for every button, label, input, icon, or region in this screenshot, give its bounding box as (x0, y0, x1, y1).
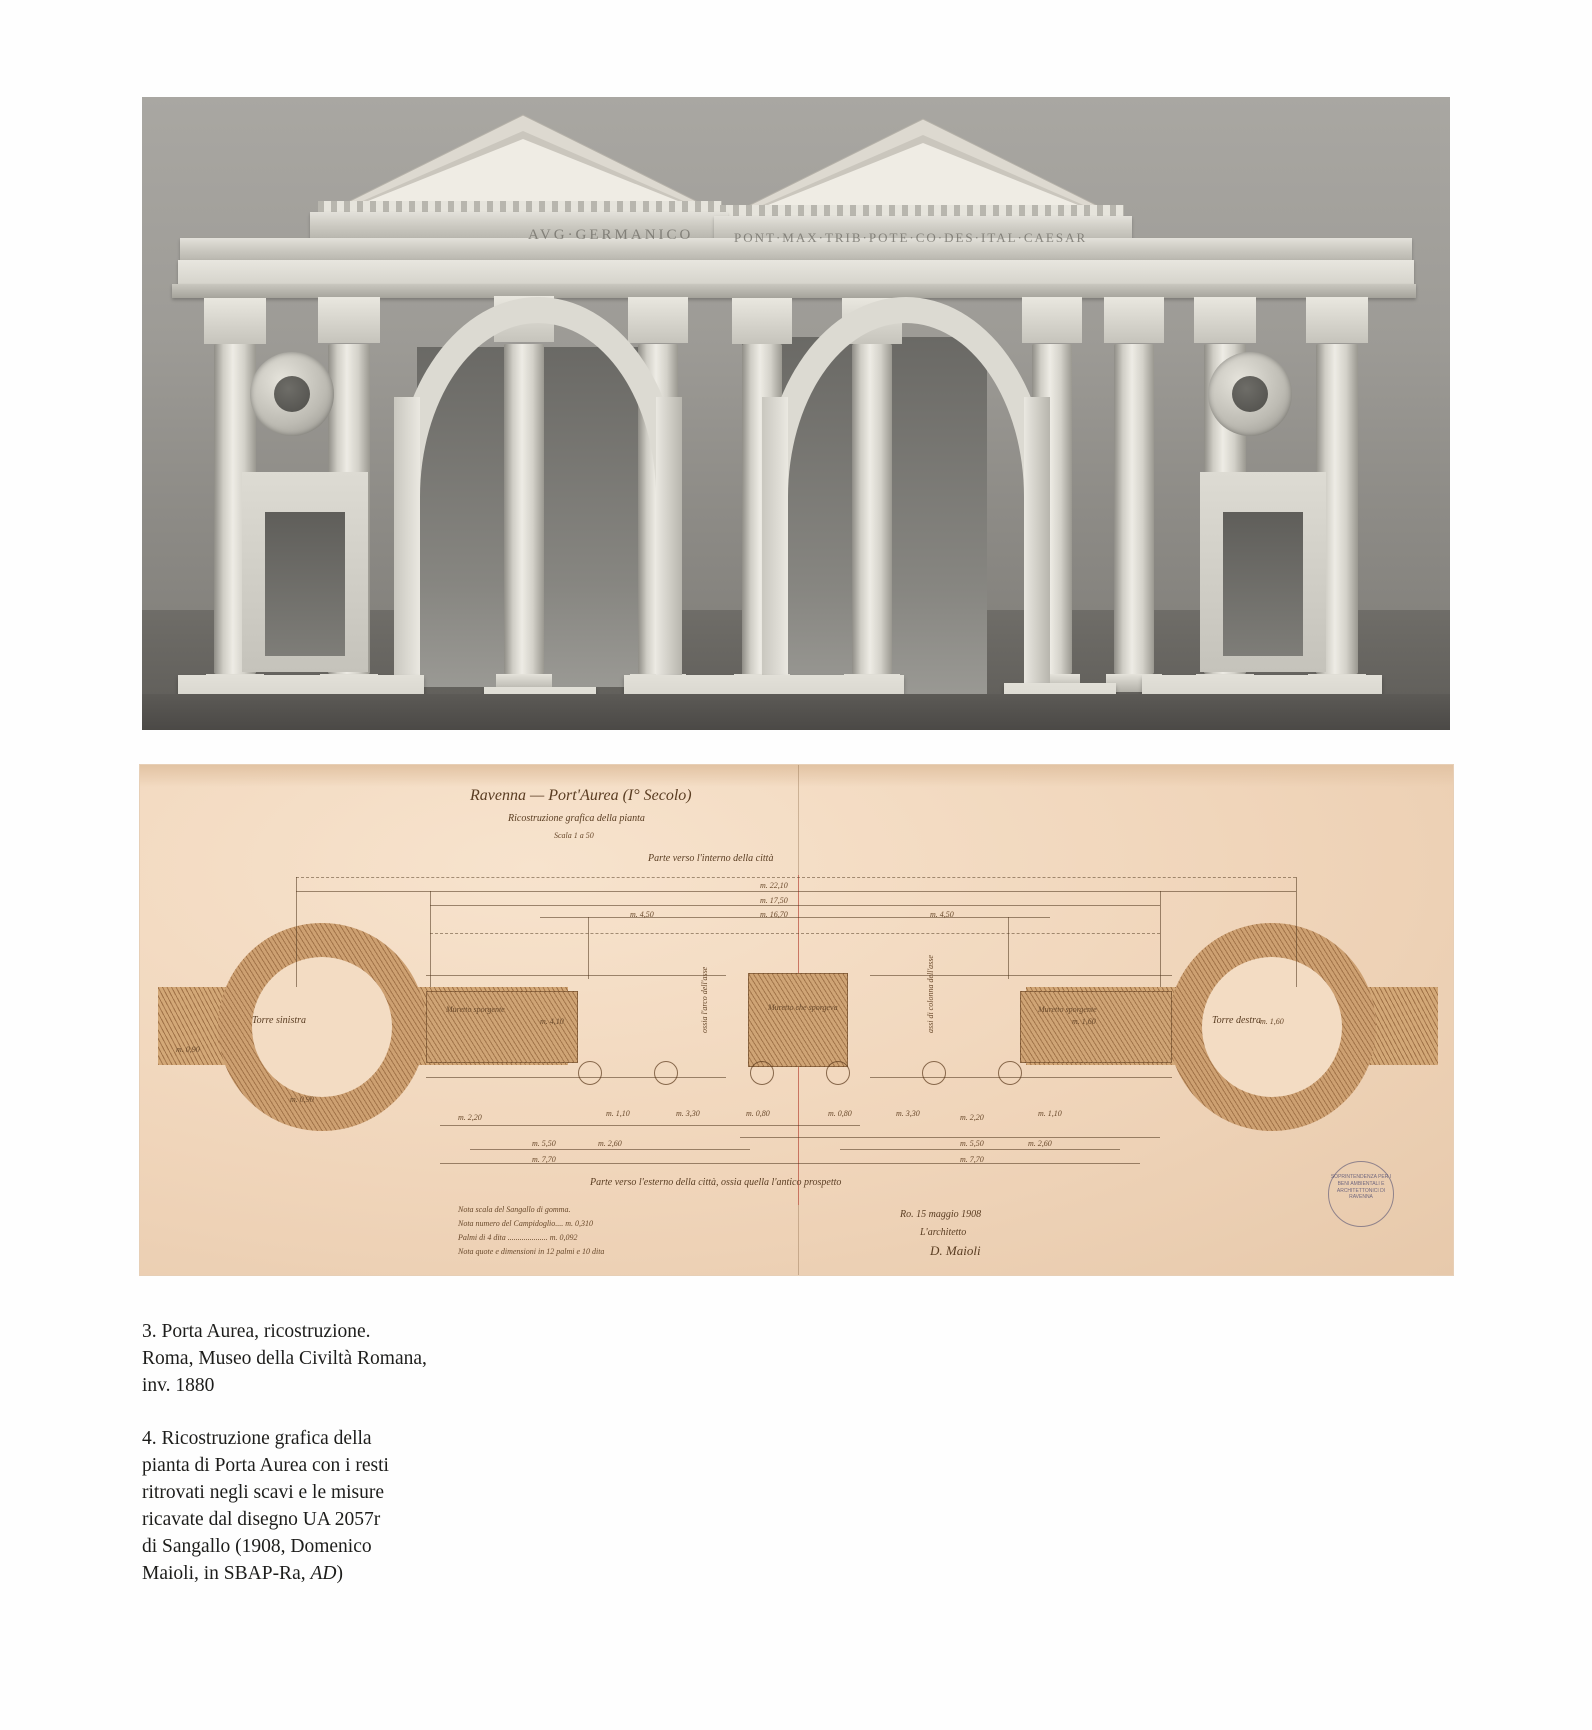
roundel-left-center (274, 376, 311, 413)
plan-column-6 (998, 1061, 1022, 1085)
drawing-title-line-3: Scala 1 a 50 (554, 831, 594, 840)
dimension-text-6: m. 1,60 (1072, 1017, 1096, 1026)
label-wall-left: Muretto sporgente (446, 1005, 505, 1014)
dimension-line-2 (430, 905, 1160, 906)
dimension-text-9: m. 0,90 (290, 1095, 314, 1104)
capital-1 (204, 298, 266, 344)
frieze-band (178, 260, 1414, 284)
plan-column-5 (922, 1061, 946, 1085)
plan-outline-bottom (426, 1077, 726, 1078)
dimension-text-11: m. 2,20 (960, 1113, 984, 1122)
dimension-text-15: m. 3,30 (896, 1109, 920, 1118)
roundel-right-center (1232, 376, 1269, 413)
dimension-line-3 (540, 917, 1050, 918)
dimension-text-22: m. 7,70 (532, 1155, 556, 1164)
dimension-line-6 (470, 1149, 750, 1150)
lower-cornice-band (172, 284, 1416, 298)
caption-4-line-3: ritrovati negli scavi e le misure (142, 1482, 385, 1503)
signature-date: Ro. 15 maggio 1908 (900, 1209, 982, 1220)
caption-4-italic: AD (310, 1563, 337, 1584)
capital-4 (628, 297, 688, 343)
dimension-line-7 (840, 1149, 1120, 1150)
frieze-inscription-left: AVG·GERMANICO (528, 227, 694, 243)
pediment-right (738, 111, 1108, 211)
plan-outline-top-2 (870, 975, 1172, 976)
capital-7 (1022, 297, 1082, 343)
arch-jamb-right-a (762, 397, 788, 697)
label-interior-side: Parte verso l'interno della città (648, 853, 774, 864)
dimension-text-14: m. 3,30 (676, 1109, 700, 1118)
arch-jamb-left-a (394, 397, 420, 697)
paper-top-edge (140, 765, 1453, 787)
plan-column-3 (750, 1061, 774, 1085)
remains-wall-right (1020, 991, 1172, 1063)
caption-4-prefix: Maioli, in SBAP-Ra, (142, 1563, 311, 1584)
arch-jamb-left-b (656, 397, 682, 697)
cornice-dentils-left (318, 201, 722, 212)
caption-figure-4 (142, 1425, 662, 1587)
dimension-text-0: m. 22,10 (760, 881, 788, 890)
caption-4-line-4: ricavate dal disegno UA 2057r (142, 1509, 381, 1530)
archive-stamp: SOPRINTENDENZA PER I BENI AMBIENTALI E ARCHITETTONICI DI RAVENNA (1328, 1161, 1394, 1227)
central-pier-block (748, 973, 848, 1067)
dimension-text-13: m. 1,10 (1038, 1109, 1062, 1118)
tower-left-ring (218, 923, 426, 1131)
dimension-text-5: m. 4,10 (540, 1017, 564, 1026)
label-vertical-left: ossia l'arco dell'asse (700, 966, 709, 1033)
dimension-text-7: m. 1,60 (1260, 1017, 1284, 1026)
dimension-text-10: m. 2,20 (458, 1113, 482, 1122)
column-8 (1114, 344, 1154, 674)
caption-4-line-2: pianta di Porta Aurea con i resti (142, 1455, 389, 1476)
label-tower-right: Torre destra (1212, 1015, 1261, 1026)
dimension-tick-left (296, 877, 297, 987)
dimension-text-19: m. 5,50 (960, 1139, 984, 1148)
signature-name: D. Maioli (930, 1243, 981, 1258)
remains-wall-left (426, 991, 578, 1063)
niche-right (1223, 512, 1304, 656)
dimension-text-12: m. 1,10 (606, 1109, 630, 1118)
figure-3-photograph (142, 97, 1450, 730)
caption-4-line-5: di Sangallo (1908, Domenico (142, 1536, 372, 1557)
dimension-text-1: m. 17,50 (760, 896, 788, 905)
capital-2 (318, 297, 380, 343)
caption-4-line-1: 4. Ricostruzione grafica della (142, 1428, 372, 1449)
dimension-tick-center-left (588, 917, 589, 979)
dimension-text-3: m. 4,50 (630, 910, 654, 919)
dimension-text-17: m. 0,80 (828, 1109, 852, 1118)
plan-column-1 (578, 1061, 602, 1085)
dimension-line-5 (740, 1137, 1160, 1138)
tower-right-core (1202, 957, 1342, 1097)
label-exterior-side: Parte verso l'esterno della città, ossia quella l'antico prospetto (590, 1177, 842, 1188)
signature-role: L'architetto (920, 1227, 967, 1238)
capital-5 (732, 298, 792, 344)
drawing-title-line-1: Ravenna — Port'Aurea (I° Secolo) (470, 787, 692, 804)
dimension-line-1 (296, 891, 1296, 892)
caption-4-suffix: ) (336, 1563, 343, 1584)
drawing-note-1: Nota numero del Campidoglio.... m. 0,310 (458, 1219, 594, 1228)
niche-left (265, 512, 346, 656)
dimension-text-18: m. 5,50 (532, 1139, 556, 1148)
label-wall-right: Muretto sporgente (1038, 1005, 1097, 1014)
roundel-left (250, 352, 334, 436)
caption-3-line-1: 3. Porta Aurea, ricostruzione. (142, 1321, 371, 1342)
dimension-dash-1 (296, 877, 1296, 878)
caption-figure-3 (142, 1318, 662, 1399)
figure-4-plan-drawing (140, 765, 1453, 1275)
plan-column-2 (654, 1061, 678, 1085)
tower-right-ring (1168, 923, 1376, 1131)
dimension-tick-right (1296, 877, 1297, 987)
dimension-text-20: m. 2,60 (598, 1139, 622, 1148)
dimension-dash-2 (430, 933, 1160, 934)
dimension-tick-right-2 (1160, 891, 1161, 987)
dimension-text-4: m. 4,50 (930, 910, 954, 919)
caption-3-line-2: Roma, Museo della Civiltà Romana, (142, 1348, 427, 1369)
pediment-left-shape (338, 107, 708, 207)
caption-4-line-6 (142, 1560, 662, 1587)
arch-jamb-right-b (1024, 397, 1050, 697)
frieze-inscription-right: PONT·MAX·TRIB·POTE·CO·DES·ITAL·CAESAR (734, 230, 1088, 245)
aedicule-left (242, 472, 368, 672)
photo-floor-shadow (142, 694, 1450, 730)
drawing-note-3: Nota quote e dimensioni in 12 palmi e 10 dita (458, 1247, 605, 1256)
drawing-note-2: Palmi di 4 dita .................... m. 0,092 (458, 1233, 578, 1242)
dimension-tick-left-2 (430, 891, 431, 987)
capital-9 (1194, 297, 1256, 343)
plan-column-4 (826, 1061, 850, 1085)
aedicule-right (1200, 472, 1326, 672)
cornice-dentils-right (720, 205, 1124, 216)
pediment-right-shape (738, 111, 1108, 211)
tower-left-core (252, 957, 392, 1097)
dimension-text-8: m. 0,90 (176, 1045, 200, 1054)
dimension-text-23: m. 7,70 (960, 1155, 984, 1164)
dimension-text-2: m. 16,70 (760, 910, 788, 919)
capital-10 (1306, 297, 1368, 343)
dimension-text-21: m. 2,60 (1028, 1139, 1052, 1148)
label-vertical-right: assi di colonna dell'asse (926, 955, 935, 1033)
drawing-title-line-2: Ricostruzione grafica della pianta (508, 813, 645, 824)
dimension-line-4 (440, 1125, 860, 1126)
dimension-tick-center-right (1008, 917, 1009, 979)
label-tower-left: Torre sinistra (252, 1015, 307, 1026)
plan-outline-top (426, 975, 726, 976)
pediment-left (338, 107, 708, 207)
roundel-right (1208, 352, 1292, 436)
caption-3-line-3: inv. 1880 (142, 1375, 215, 1396)
label-center-block: Muretto che sporgeva (768, 1003, 838, 1012)
capital-8 (1104, 297, 1164, 343)
figure-captions (142, 1318, 662, 1613)
dimension-text-16: m. 0,80 (746, 1109, 770, 1118)
drawing-note-0: Nota scala del Sangallo di gomma. (458, 1205, 571, 1214)
